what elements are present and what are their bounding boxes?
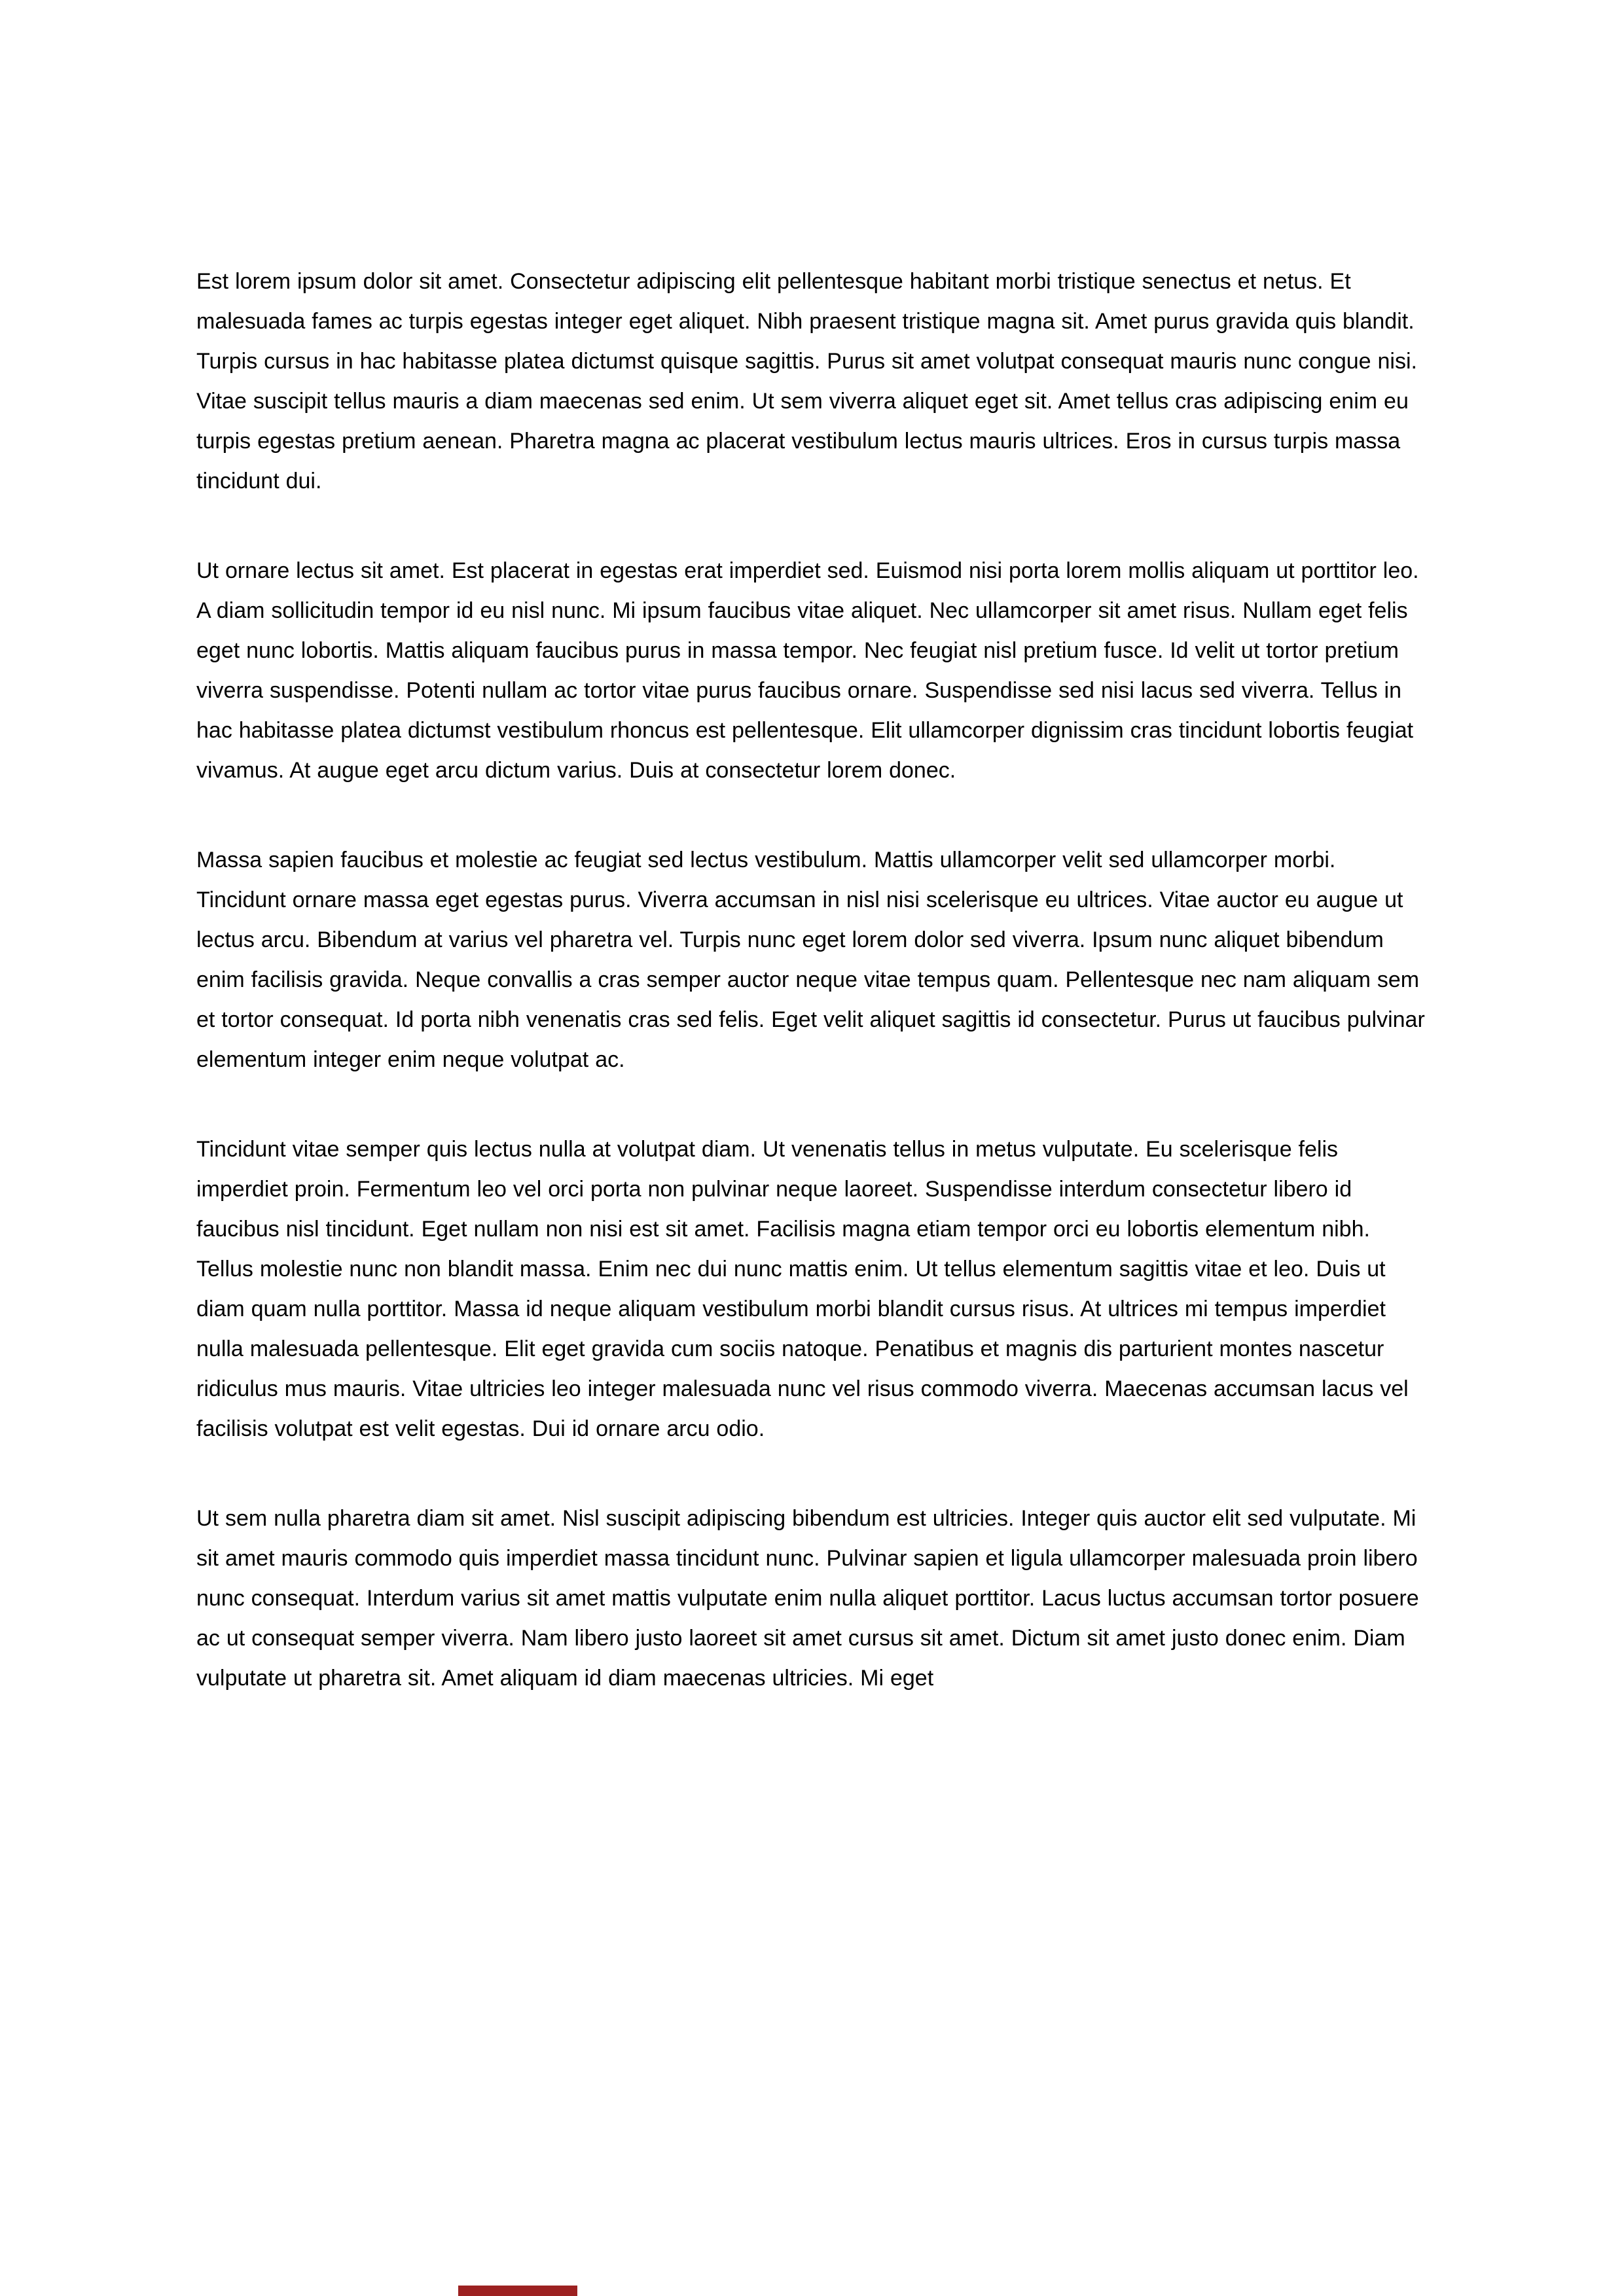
paragraph-5: Ut sem nulla pharetra diam sit amet. Nisl suscipit adipiscing bibendum est ultricies. Integer quis auctor elit sed vulputate. Mi sit amet mauris commodo quis imperdiet massa tincidunt nunc. Pulvinar sapien et ligula ullamcorper malesuada proin libero nunc consequat. Interdum varius sit amet mattis vulputate enim nulla aliquet porttitor. Lacus luctus accumsan tortor posuere ac ut consequat semper viverra. Nam libero justo laoreet sit amet cursus sit amet. Dictum sit amet justo donec enim. Diam vulputate ut pharetra sit. Amet aliquam id diam maecenas ultricies. Mi eget [196,1506,1419,1691]
clipped-red-element [458,2286,577,2296]
document-content [196,262,1428,1698]
paragraph-1: Est lorem ipsum dolor sit amet. Consectetur adipiscing elit pellentesque habitant morbi tristique senectus et netus. Et malesuada fames ac turpis egestas integer eget aliquet. Nibh praesent tristique magna sit. Amet purus gravida quis blandit. Turpis cursus in hac habitasse platea dictumst quisque sagittis. Purus sit amet volutpat consequat mauris nunc congue nisi. Vitae suscipit tellus mauris a diam maecenas sed enim. Ut sem viverra aliquet eget sit. Amet tellus cras adipiscing enim eu turpis egestas pretium aenean. Pharetra magna ac placerat vestibulum lectus mauris ultrices. Eros in cursus turpis massa tincidunt dui. [196,269,1417,493]
paragraph-3: Massa sapien faucibus et molestie ac feugiat sed lectus vestibulum. Mattis ullamcorper velit sed ullamcorper morbi. Tincidunt ornare massa eget egestas purus. Viverra accumsan in nisl nisi scelerisque eu ultrices. Vitae auctor eu augue ut lectus arcu. Bibendum at varius vel pharetra vel. Turpis nunc eget lorem dolor sed viverra. Ipsum nunc aliquet bibendum enim facilisis gravida. Neque convallis a cras semper auctor neque vitae tempus quam. Pellentesque nec nam aliquam sem et tortor consequat. Id porta nibh venenatis cras sed felis. Eget velit aliquet sagittis id consectetur. Purus ut faucibus pulvinar elementum integer enim neque volutpat ac. [196,848,1425,1072]
paragraph-4: Tincidunt vitae semper quis lectus nulla at volutpat diam. Ut venenatis tellus in metus vulputate. Eu scelerisque felis imperdiet proin. Fermentum leo vel orci porta non pulvinar neque laoreet. Suspendisse interdum consectetur libero id faucibus nisl tincidunt. Eget nullam non nisi est sit amet. Facilisis magna etiam tempor orci eu lobortis elementum nibh. Tellus molestie nunc non blandit massa. Enim nec dui nunc mattis enim. Ut tellus elementum sagittis vitae et leo. Duis ut diam quam nulla porttitor. Massa id neque aliquam vestibulum morbi blandit cursus risus. At ultrices mi tempus imperdiet nulla malesuada pellentesque. Elit eget gravida cum sociis natoque. Penatibus et magnis dis parturient montes nascetur ridiculus mus mauris. Vitae ultricies leo integer malesuada nunc vel risus commodo viverra. Maecenas accumsan lacus vel facilisis volutpat est velit egestas. Dui id ornare arcu odio. [196,1137,1409,1441]
paragraph-2: Ut ornare lectus sit amet. Est placerat in egestas erat imperdiet sed. Euismod nisi porta lorem mollis aliquam ut porttitor leo. A diam sollicitudin tempor id eu nisl nunc. Mi ipsum faucibus vitae aliquet. Nec ullamcorper sit amet risus. Nullam eget felis eget nunc lobortis. Mattis aliquam faucibus purus in massa tempor. Nec feugiat nisl pretium fusce. Id velit ut tortor pretium viverra suspendisse. Potenti nullam ac tortor vitae purus faucibus ornare. Suspendisse sed nisi lacus sed viverra. Tellus in hac habitasse platea dictumst vestibulum rhoncus est pellentesque. Elit ullamcorper dignissim cras tincidunt lobortis feugiat vivamus. At augue eget arcu dictum varius. Duis at consectetur lorem donec. [196,558,1419,783]
